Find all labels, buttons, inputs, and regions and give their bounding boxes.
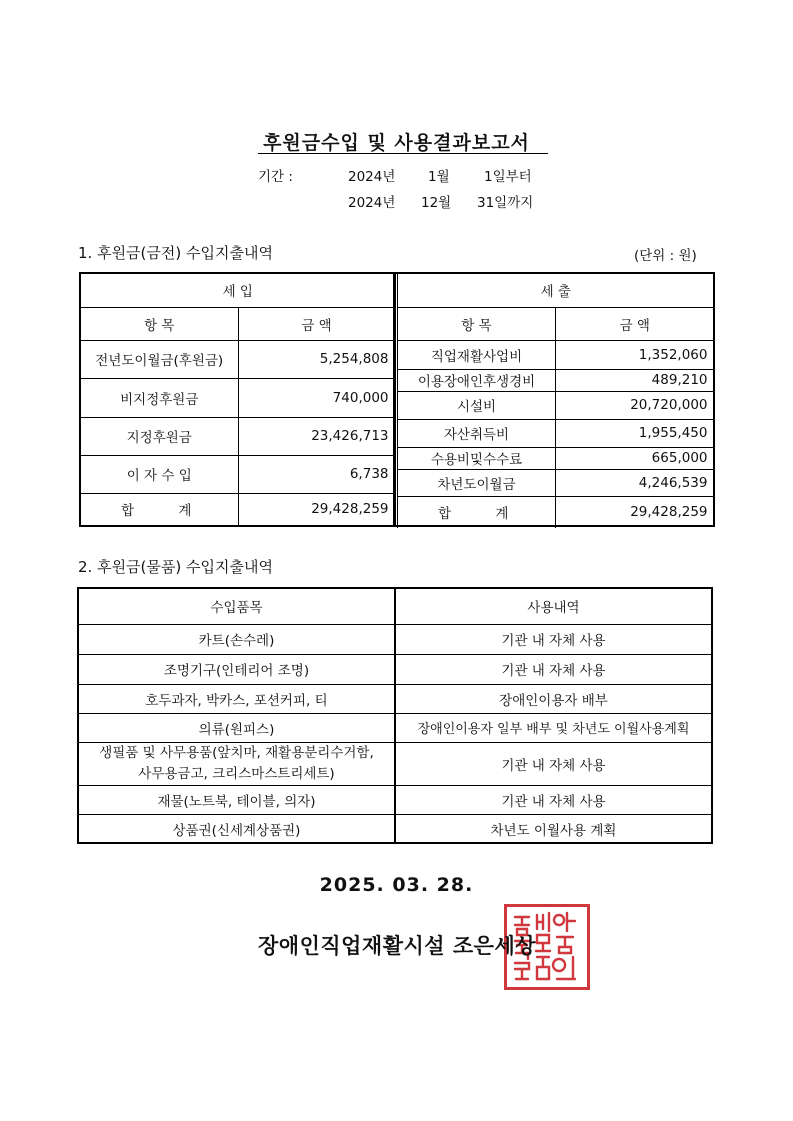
table-row xyxy=(79,785,711,814)
table-row xyxy=(398,391,714,419)
period-end-day: 31일까지 xyxy=(477,195,534,211)
organization-name: 장애인직업재활시설 조은세상 xyxy=(258,934,537,958)
table-row xyxy=(81,417,395,455)
income-amount: 740,000 xyxy=(238,378,395,417)
expense-amount: 489,210 xyxy=(556,369,714,391)
income-header: 세 입 xyxy=(81,274,395,307)
unit-label: (단위 : 원) xyxy=(634,248,697,264)
goods-usage: 기관 내 자체 사용 xyxy=(395,742,711,785)
period-start-year: 2024년 xyxy=(348,169,396,185)
expense-amount: 1,352,060 xyxy=(556,340,714,369)
goods-item-line2: 사무용금고, 크리스마스트리세트) xyxy=(138,765,335,782)
expense-amount: 20,720,000 xyxy=(556,391,714,419)
section2-heading: 2. 후원금(물품) 수입지출내역 xyxy=(78,558,273,576)
income-total-label: 합 계 xyxy=(81,493,238,525)
period-start-day: 1일부터 xyxy=(484,169,532,185)
table-row xyxy=(79,684,711,713)
table-row xyxy=(398,469,714,496)
goods-col-item: 수입품목 xyxy=(79,589,395,624)
expense-item: 이용장애인후생경비 xyxy=(398,369,556,391)
goods-usage: 차년도 이월사용 계획 xyxy=(395,814,711,843)
income-amount: 5,254,808 xyxy=(238,340,395,378)
goods-item: 의류(원피스) xyxy=(79,713,395,742)
goods-item: 상품권(신세계상품권) xyxy=(79,814,395,843)
table-row xyxy=(79,654,711,684)
goods-usage: 기관 내 자체 사용 xyxy=(395,624,711,654)
report-title: 후원금수입 및 사용결과보고서 xyxy=(263,132,530,154)
expense-col-amount: 금 액 xyxy=(556,307,714,340)
goods-item: 호두과자, 박카스, 포션커피, 티 xyxy=(79,684,395,713)
table-divider xyxy=(393,273,395,526)
goods-usage: 장애인이용자 배부 xyxy=(395,684,711,713)
expense-item: 수용비및수수료 xyxy=(398,447,556,469)
period-start-month: 1월 xyxy=(428,169,450,185)
goods-usage: 기관 내 자체 사용 xyxy=(395,785,711,814)
expense-item: 차년도이월금 xyxy=(398,469,556,496)
table-row xyxy=(81,340,395,378)
table-row xyxy=(81,378,395,417)
goods-usage: 기관 내 자체 사용 xyxy=(395,654,711,684)
income-amount: 6,738 xyxy=(238,455,395,493)
income-total-row xyxy=(81,493,395,525)
income-item: 이 자 수 입 xyxy=(81,455,238,493)
goods-item: 조명기구(인테리어 조명) xyxy=(79,654,395,684)
table-row xyxy=(79,814,711,843)
title-underline xyxy=(258,153,548,154)
expense-total: 29,428,259 xyxy=(556,496,714,528)
expense-item: 자산취득비 xyxy=(398,419,556,447)
income-total: 29,428,259 xyxy=(238,493,395,525)
goods-item: 카트(손수레) xyxy=(79,624,395,654)
goods-item-line1: 생필품 및 사무용품(앞치마, 재활용분리수거함, xyxy=(99,744,374,761)
expense-total-label: 합 계 xyxy=(398,496,556,528)
goods-col-usage: 사용내역 xyxy=(395,589,711,624)
expense-amount: 1,955,450 xyxy=(556,419,714,447)
table-row xyxy=(81,455,395,493)
expense-item: 시설비 xyxy=(398,391,556,419)
income-amount: 23,426,713 xyxy=(238,417,395,455)
expense-total-row xyxy=(398,496,714,528)
income-item: 전년도이월금(후원금) xyxy=(81,340,238,378)
expense-amount: 4,246,539 xyxy=(556,469,714,496)
table-row xyxy=(398,340,714,369)
goods-table xyxy=(79,589,711,843)
table-row xyxy=(398,447,714,469)
expense-amount: 665,000 xyxy=(556,447,714,469)
table-row xyxy=(398,369,714,391)
goods-usage: 장애인이용자 일부 배부 및 차년도 이월사용계획 xyxy=(395,713,711,742)
table-row xyxy=(79,742,711,785)
goods-item xyxy=(79,742,395,785)
expense-item: 직업재활사업비 xyxy=(398,340,556,369)
section1-heading: 1. 후원금(금전) 수입지출내역 xyxy=(78,244,273,262)
table-row xyxy=(398,419,714,447)
table-row xyxy=(79,713,711,742)
goods-table-frame xyxy=(77,587,713,844)
period-end-year: 2024년 xyxy=(348,195,396,211)
expense-col-item: 항 목 xyxy=(398,307,556,340)
report-date: 2025. 03. 28. xyxy=(319,874,474,896)
income-item: 비지정후원금 xyxy=(81,378,238,417)
table-row xyxy=(79,624,711,654)
period-end-month: 12월 xyxy=(421,195,452,211)
income-col-amount: 금 액 xyxy=(238,307,395,340)
period-label: 기간 : xyxy=(258,169,293,185)
income-col-item: 항 목 xyxy=(81,307,238,340)
expense-header: 세 출 xyxy=(398,274,714,307)
money-table-frame xyxy=(79,272,715,527)
expense-table xyxy=(397,274,714,528)
goods-item: 재물(노트북, 테이블, 의자) xyxy=(79,785,395,814)
income-table xyxy=(81,274,396,525)
income-item: 지정후원금 xyxy=(81,417,238,455)
